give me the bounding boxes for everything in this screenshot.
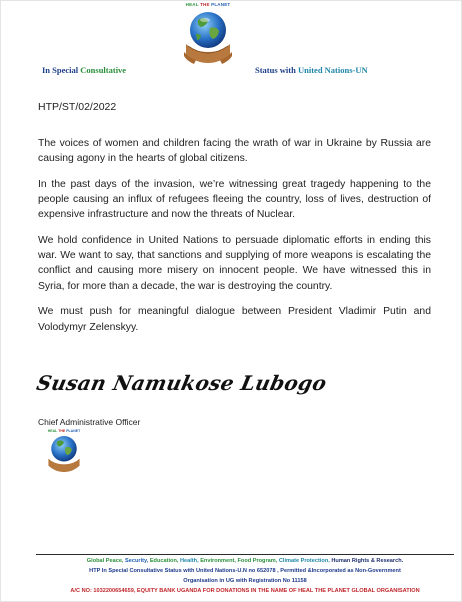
logo-text: HEAL THE PLANET [185, 2, 231, 7]
reference-number: HTP/ST/02/2022 [38, 101, 117, 113]
signature: Susan Namukose Lubogo [34, 371, 329, 395]
consultative-status-left: In Special Consultative [42, 65, 127, 75]
paragraph: In the past days of the invasion, we’re witnessing great tragedy happening to the people causing an influx of refugees fleeing the country, loss of lives, destruction of expensive infrastructure and now the threats of Nuclear. [38, 178, 431, 221]
consultative-status-right: Status with United Nations-UN [255, 65, 368, 75]
footer [36, 556, 454, 596]
small-logo-text: HEAL THE PLANET [47, 429, 81, 433]
footer-bank-account: A/C NO: 1032200654659, EQUITY BANK UGANDA FOR DONATIONS IN THE NAME OF HEAL THE PLANET GLOBAL ORGANISATION [70, 588, 420, 594]
paragraph: We hold confidence in United Nations to persuade diplomatic efforts in ending this war. We want to say, that sanctions and supplying of more weapons is escalating the conflict and causing more misery on innocent people. We have witnessed this in Syria, for more than a decade, the war is destroying the country. [38, 235, 431, 292]
letter-body [38, 136, 431, 345]
globe-in-hands-icon [47, 433, 81, 473]
footer-registration-line: HTP In Special Consultative Status with United Nations-U.N no 652078 , Permitted &Incorporated as Non-Government [89, 568, 401, 574]
globe-in-hands-icon [184, 8, 232, 64]
footer-mission-line: Global Peace, Security, Education, Health, Environment, Food Program, Climate Protection, Human Rights & Research. [86, 558, 404, 564]
signatory-title: Chief Administrative Officer [38, 417, 141, 427]
paragraph: We must push for meaningful dialogue between President Vladimir Putin and Volodymyr Zelenskyy. [38, 306, 431, 333]
paragraph: The voices of women and children facing the wrath of war in Ukraine by Russia are causing agony in the hearts of global citizens. [38, 138, 431, 165]
footer-registration-number: Organisation in UG with Registration No 11158 [183, 578, 307, 584]
footer-divider [36, 554, 454, 555]
small-organization-logo [44, 429, 84, 473]
organization-logo [178, 2, 238, 64]
